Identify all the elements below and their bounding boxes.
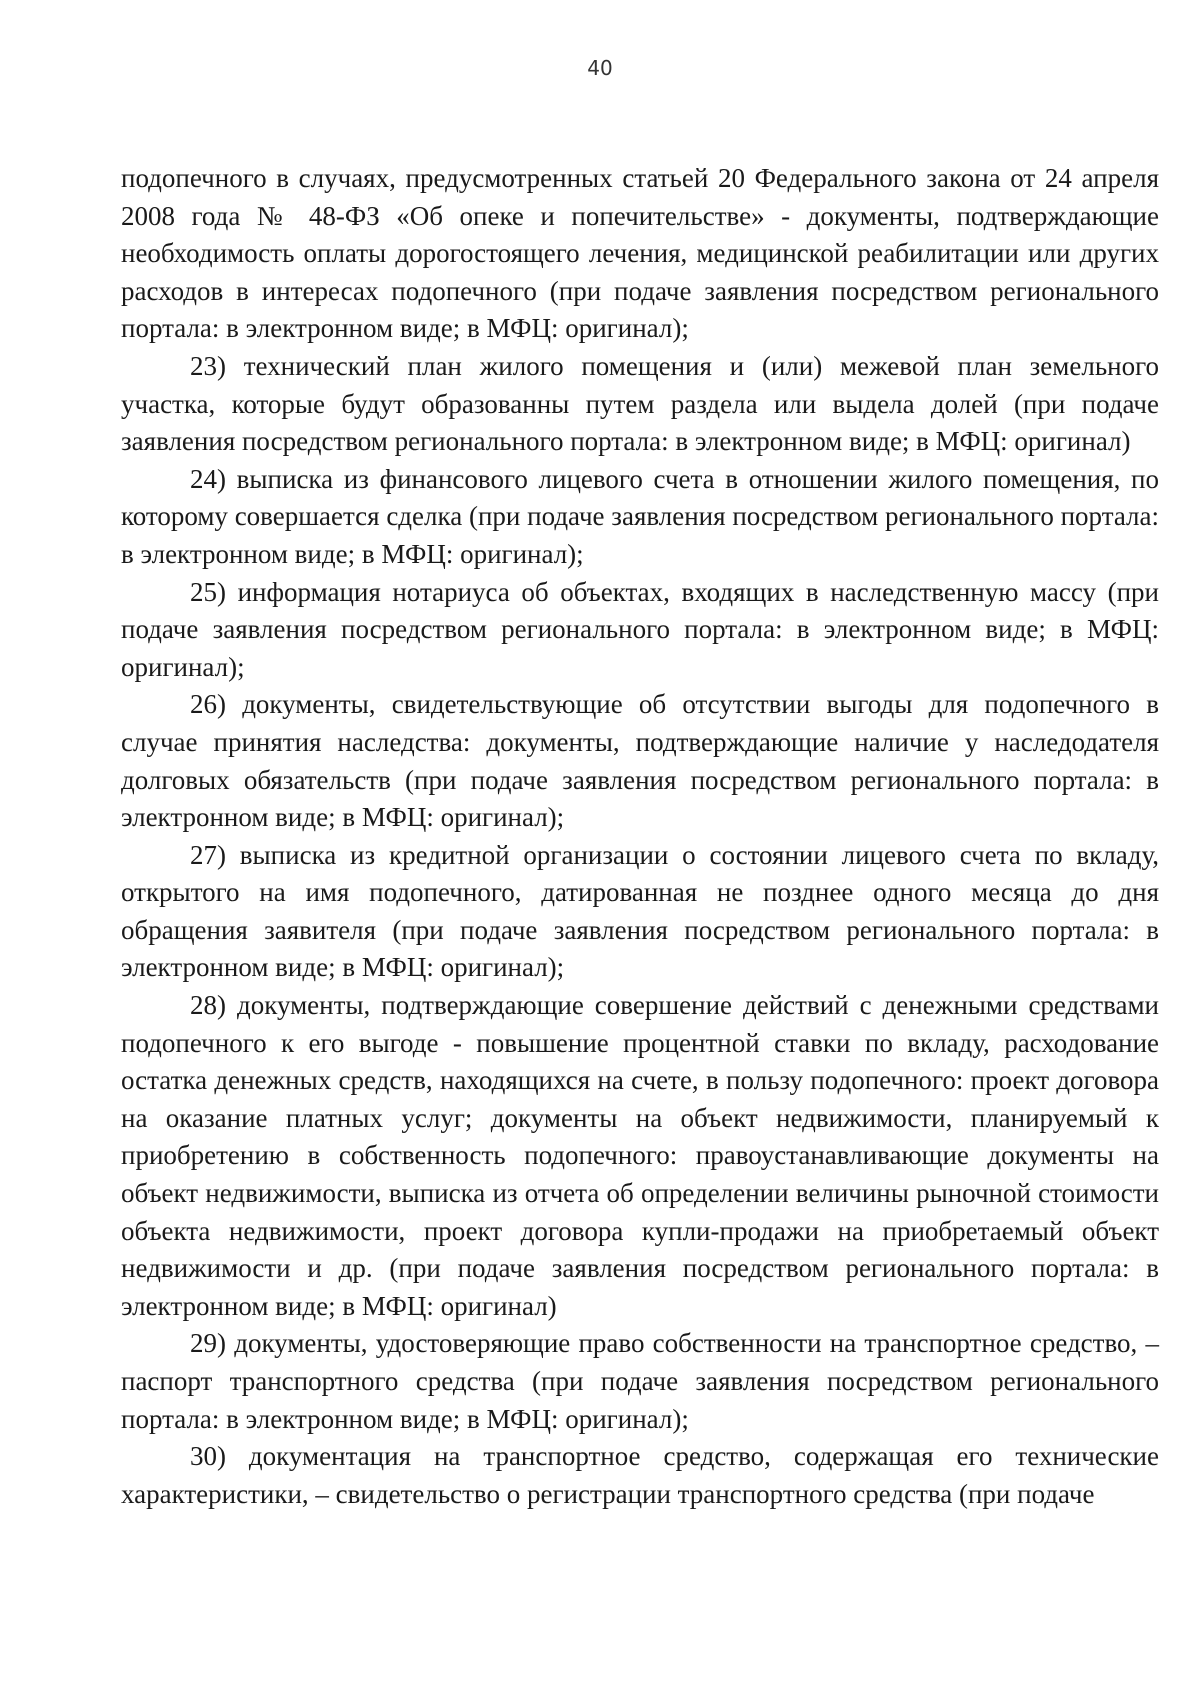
paragraph-continuation: подопечного в случаях, предусмотренных статьей 20 Федерального закона от 24 апреля 2008 года № 48-ФЗ «Об опеке и попечительстве» - документы, подтверждающие необходимость оплаты дорогостоящего лечения, медицинской реабилитации или других расходов в интересах подопечного (при подаче заявления посредством регионального портала: в электронном виде; в МФЦ: оригинал); <box>121 163 1159 344</box>
list-item-25: 25) информация нотариуса об объектах, входящих в наследственную массу (при подаче заявления посредством регионального портала: в электронном виде; в МФЦ: оригинал); <box>121 576 1159 682</box>
list-item-29: 29) документы, удостоверяющие право собственности на транспортное средство, – паспорт транспортного средства (при подаче заявления посредством регионального портала: в электронном виде; в МФЦ: оригинал); <box>121 1328 1159 1434</box>
list-item-26: 26) документы, свидетельствующие об отсутствии выгоды для подопечного в случае принятия наследства: документы, подтверждающие наличие у наследодателя долговых обязательств (при подаче заявления посредством регионального портала: в электронном виде; в МФЦ: оригинал); <box>121 689 1159 833</box>
page-number: 40 <box>587 56 613 80</box>
list-item-23: 23) технический план жилого помещения и (или) межевой план земельного участка, которые будут образованны путем раздела или выдела долей (при подаче заявления посредством регионального портала: в электронном виде; в МФЦ: оригинал) <box>121 350 1159 457</box>
list-item-27: 27) выписка из кредитной организации о состоянии лицевого счета по вкладу, открытого на имя подопечного, датированная не позднее одного месяца до дня обращения заявителя (при подаче заявления посредством регионального портала: в электронном виде; в МФЦ: оригинал); <box>121 839 1159 983</box>
list-item-24: 24) выписка из финансового лицевого счета в отношении жилого помещения, по которому совершается сделка (при подаче заявления посредством регионального портала: в электронном виде; в МФЦ: оригинал); <box>121 463 1159 569</box>
list-item-28: 28) документы, подтверждающие совершение действий с денежными средствами подопечного к его выгоде - повышение процентной ставки по вкладу, расходование остатка денежных средств, находящихся на счете, в пользу подопечного: проект договора на оказание платных услуг; документы на объект недвижимости, планируемый к приобретению в собственность подопечного: правоустанавливающие документы на объект недвижимости, выписка из отчета об определении величины рыночной стоимости объекта недвижимости, проект договора купли-продажи на приобретаемый объект недвижимости и др. (при подаче заявления посредством регионального портала: в электронном виде; в МФЦ: оригинал) <box>121 990 1159 1321</box>
document-body <box>121 160 1159 1513</box>
list-item-30: 30) документация на транспортное средство, содержащая его технические характеристики, – свидетельство о регистрации транспортного средства (при подаче <box>121 1441 1159 1509</box>
